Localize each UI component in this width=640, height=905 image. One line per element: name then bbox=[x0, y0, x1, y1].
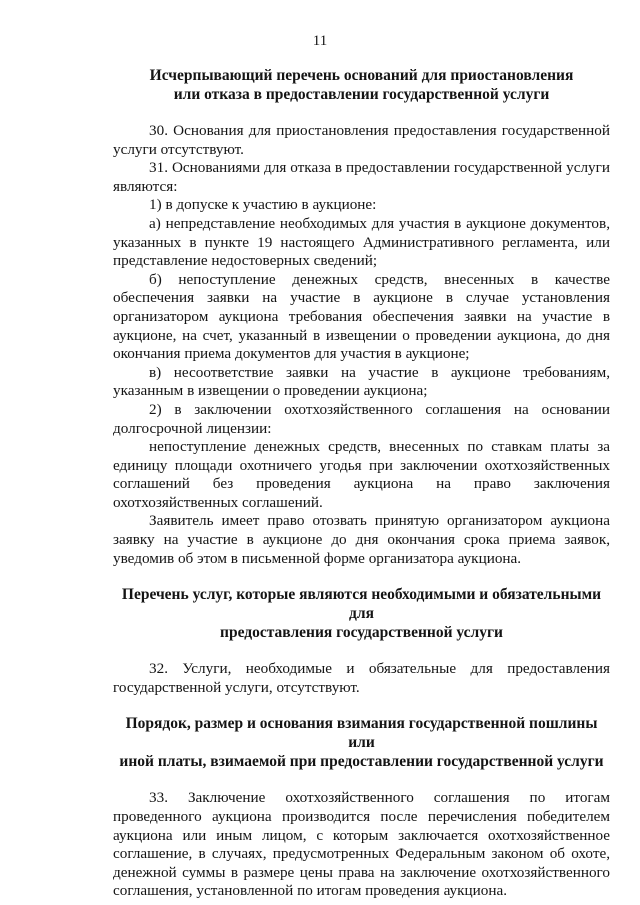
paragraph: а) непредставление необходимых для участия в аукционе документов, указанных в пункте 19 настоящего Административного регламента, или представление недостоверных сведений; bbox=[113, 214, 610, 270]
section-heading bbox=[113, 66, 610, 104]
paragraph: Заявитель имеет право отозвать принятую организатором аукциона заявку на участие в аукционе до дня окончания срока приема заявок, уведомив об этом в письменной форме организатора аукциона. bbox=[113, 512, 610, 567]
section-required-services bbox=[113, 585, 610, 697]
heading-line: Исчерпывающий перечень оснований для приостановления bbox=[149, 67, 574, 84]
section-grounds-for-refusal bbox=[113, 66, 610, 568]
paragraph: 30. Основания для приостановления предоставления государственной услуги отсутствуют. bbox=[113, 122, 610, 158]
paragraph: в) несоответствие заявки на участие в аукционе требованиям, указанным в извещении о проведении аукциона; bbox=[113, 363, 610, 400]
heading-line: иной платы, взимаемой при предоставлении государственной услуги bbox=[119, 753, 604, 771]
paragraph: б) непоступление денежных средств, внесенных в качестве обеспечения заявки на участие в аукционе в случае установления организатором аукциона требования обеспечения заявки на участие в аукционе, на счет, указанный в извещении о проведении аукциона, до дня окончания приема документов для участия в аукционе; bbox=[113, 270, 610, 363]
heading-line: Перечень услуг, которые являются необходимыми и обязательными для bbox=[121, 586, 602, 623]
paragraph: непоступление денежных средств, внесенных по ставкам платы за единицу площади охотничего угодья при заключении охотхозяйственных соглашений без проведения аукциона на право заключения охотхозяйственных соглашений. bbox=[113, 438, 610, 511]
paragraph: 32. Услуги, необходимые и обязательные для предоставления государственной услуги, отсутствуют. bbox=[113, 660, 610, 696]
paragraph: 2) в заключении охотхозяйственного соглашения на основании долгосрочной лицензии: bbox=[113, 400, 610, 437]
document-body bbox=[113, 66, 610, 901]
paragraph: 31. Основаниями для отказа в предоставлении государственной услуги являются: bbox=[113, 159, 610, 195]
heading-line: Порядок, размер и основания взимания государственной пошлины или bbox=[125, 715, 598, 752]
paragraph: 1) в допуске к участию в аукционе: bbox=[149, 196, 377, 214]
section-state-fee bbox=[113, 714, 610, 901]
section-heading bbox=[113, 714, 610, 771]
heading-line: предоставления государственной услуги bbox=[220, 624, 503, 642]
paragraph: 33. Заключение охотхозяйственного соглашения по итогам проведенного аукциона производится после перечисления победителем аукциона или иным лицом, с которым заключается охотхозяйственное соглашение, в случаях, предусмотренных Федеральным законом об охоте, денежной суммы в размере цены права на заключение охотхозяйственного соглашения, установленной по итогам проведения аукциона. bbox=[113, 789, 610, 900]
page-number: 11 bbox=[312, 33, 328, 49]
section-heading bbox=[113, 585, 610, 642]
heading-line: или отказа в предоставлении государственной услуги bbox=[173, 86, 550, 103]
